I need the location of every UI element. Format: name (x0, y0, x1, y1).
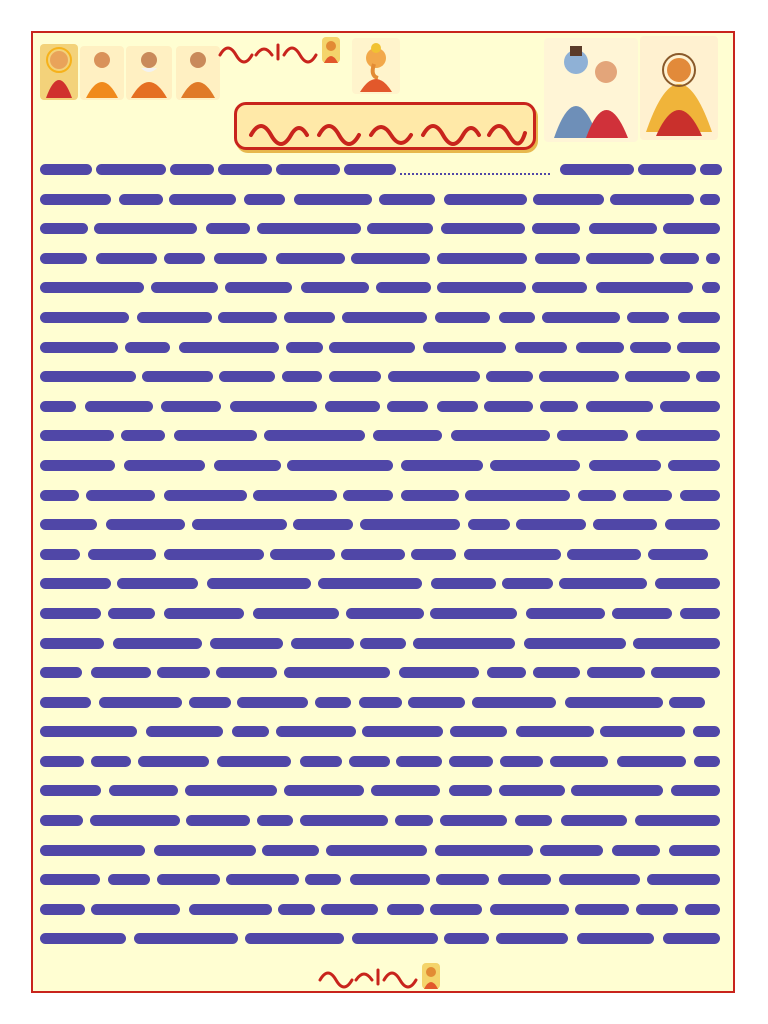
text-word (325, 401, 380, 412)
text-word (678, 312, 720, 323)
text-word (326, 845, 427, 856)
text-line (40, 866, 724, 896)
text-word (214, 460, 281, 471)
text-word (559, 874, 640, 885)
text-word (192, 519, 287, 530)
text-word (94, 223, 197, 234)
text-word (437, 253, 527, 264)
text-word (696, 371, 720, 382)
text-word (539, 371, 619, 382)
saint-portrait-2-image (126, 46, 172, 100)
text-line (40, 777, 724, 807)
text-word (533, 667, 580, 678)
text-word (40, 815, 83, 826)
text-word (441, 223, 525, 234)
text-line (40, 304, 724, 334)
text-word (612, 608, 672, 619)
text-word (430, 904, 482, 915)
text-word (496, 933, 568, 944)
text-word (515, 815, 552, 826)
text-word (157, 667, 210, 678)
text-word (109, 785, 178, 796)
text-word (40, 282, 144, 293)
text-word (561, 815, 627, 826)
text-word (169, 194, 236, 205)
text-word (550, 756, 608, 767)
text-word (108, 874, 150, 885)
text-word (186, 815, 250, 826)
text-word (395, 815, 433, 826)
text-word (40, 578, 111, 589)
text-word (472, 697, 556, 708)
text-word (225, 282, 292, 293)
text-word (362, 726, 443, 737)
dotted-blank (400, 173, 550, 175)
text-word (257, 815, 293, 826)
text-word (294, 194, 372, 205)
text-word (444, 933, 489, 944)
text-word (578, 490, 616, 501)
text-word (349, 756, 390, 767)
text-word (413, 638, 515, 649)
text-word (216, 667, 277, 678)
text-word (232, 726, 269, 737)
text-word (138, 756, 209, 767)
text-word (343, 490, 393, 501)
text-word (276, 726, 356, 737)
ganesha-image (352, 38, 400, 94)
text-word (526, 608, 605, 619)
text-word (367, 223, 433, 234)
text-word (278, 904, 315, 915)
text-word (351, 253, 430, 264)
text-word (321, 904, 378, 915)
text-word (387, 904, 424, 915)
text-word (96, 253, 157, 264)
text-word (91, 667, 151, 678)
text-word (431, 578, 496, 589)
text-word (575, 904, 629, 915)
text-word (40, 904, 85, 915)
text-word (284, 312, 335, 323)
text-word (164, 253, 205, 264)
text-word (300, 815, 388, 826)
text-word (371, 785, 440, 796)
text-word (40, 430, 114, 441)
text-word (660, 401, 720, 412)
text-word (617, 756, 686, 767)
text-word (88, 549, 156, 560)
text-word (276, 164, 340, 175)
text-word (647, 874, 720, 885)
text-word (161, 401, 221, 412)
text-word (170, 164, 214, 175)
text-word (185, 785, 277, 796)
text-word (680, 490, 720, 501)
text-line (40, 689, 724, 719)
text-word (219, 371, 275, 382)
smarta-mitra-logo (216, 33, 344, 67)
text-word (423, 342, 506, 353)
text-word (293, 519, 353, 530)
title-banner (234, 102, 536, 150)
text-word (329, 342, 415, 353)
text-word (663, 933, 720, 944)
text-word (244, 194, 285, 205)
text-word (164, 608, 244, 619)
text-word (516, 519, 586, 530)
text-word (663, 223, 720, 234)
text-word (40, 697, 91, 708)
text-word (282, 371, 322, 382)
text-word (214, 253, 267, 264)
smarta-mitra-logo-footer (316, 960, 444, 992)
text-word (401, 490, 459, 501)
text-line (40, 511, 724, 541)
text-line (40, 925, 724, 955)
text-line (40, 748, 724, 778)
text-word (217, 756, 291, 767)
text-word (134, 933, 238, 944)
text-word (593, 519, 657, 530)
text-word (516, 726, 594, 737)
text-word (600, 726, 685, 737)
text-line (40, 837, 724, 867)
text-line (40, 600, 724, 630)
text-word (638, 164, 696, 175)
text-word (486, 371, 533, 382)
text-word (436, 874, 489, 885)
text-word (586, 253, 654, 264)
text-word (399, 667, 479, 678)
text-word (226, 874, 299, 885)
text-word (137, 312, 212, 323)
text-line (40, 363, 724, 393)
text-word (669, 697, 705, 708)
text-word (40, 874, 100, 885)
text-word (146, 726, 223, 737)
text-word (515, 342, 567, 353)
text-word (164, 490, 247, 501)
text-word (660, 253, 699, 264)
text-word (264, 430, 365, 441)
text-word (40, 845, 145, 856)
text-word (341, 549, 405, 560)
text-word (668, 460, 720, 471)
text-word (500, 756, 543, 767)
text-word (532, 223, 580, 234)
text-word (401, 460, 483, 471)
text-word (40, 667, 82, 678)
text-word (117, 578, 198, 589)
text-line (40, 541, 724, 571)
text-word (700, 194, 720, 205)
text-word (435, 845, 533, 856)
text-word (245, 933, 344, 944)
text-word (40, 460, 115, 471)
text-word (490, 904, 569, 915)
text-word (352, 933, 438, 944)
text-word (540, 845, 603, 856)
text-line (40, 452, 724, 482)
text-word (567, 549, 641, 560)
text-word (40, 726, 137, 737)
text-word (576, 342, 624, 353)
lakshmi-narasimha-image (640, 36, 718, 140)
text-word (484, 401, 533, 412)
text-word (40, 194, 111, 205)
text-word (379, 194, 435, 205)
text-line (40, 807, 724, 837)
text-word (174, 430, 257, 441)
text-word (435, 312, 490, 323)
text-word (589, 460, 661, 471)
text-word (587, 667, 645, 678)
text-word (286, 342, 323, 353)
text-word (665, 519, 720, 530)
text-word (230, 401, 317, 412)
text-word (685, 904, 720, 915)
text-word (623, 490, 672, 501)
text-word (262, 845, 319, 856)
text-word (612, 845, 660, 856)
text-word (151, 282, 218, 293)
text-word (253, 608, 339, 619)
text-line (40, 274, 724, 304)
text-word (287, 460, 393, 471)
text-word (535, 253, 580, 264)
text-word (121, 430, 165, 441)
text-word (437, 401, 478, 412)
text-word (669, 845, 720, 856)
text-word (633, 638, 720, 649)
text-word (411, 549, 456, 560)
text-word (596, 282, 693, 293)
text-word (342, 312, 427, 323)
text-word (635, 815, 720, 826)
text-word (40, 164, 92, 175)
text-word (532, 282, 587, 293)
text-word (218, 164, 272, 175)
text-word (40, 608, 101, 619)
text-word (449, 785, 492, 796)
text-word (625, 371, 690, 382)
text-word (451, 430, 550, 441)
text-word (636, 904, 678, 915)
text-word (557, 430, 628, 441)
text-word (276, 253, 345, 264)
text-word (318, 578, 422, 589)
text-word (85, 401, 153, 412)
text-line (40, 630, 724, 660)
text-word (142, 371, 213, 382)
text-word (40, 312, 129, 323)
text-word (465, 490, 570, 501)
text-word (189, 904, 272, 915)
adi-shankaracharya-image (80, 46, 124, 100)
shiva-parvati-image (544, 38, 638, 142)
text-word (40, 756, 84, 767)
text-word (360, 638, 406, 649)
text-word (207, 578, 311, 589)
text-line (40, 718, 724, 748)
text-word (113, 638, 202, 649)
text-word (450, 726, 507, 737)
text-word (346, 608, 424, 619)
text-word (108, 608, 155, 619)
text-word (300, 756, 342, 767)
text-word (218, 312, 277, 323)
sankalpam-text (40, 156, 724, 955)
text-word (498, 874, 551, 885)
text-word (490, 460, 580, 471)
text-word (119, 194, 163, 205)
text-word (577, 933, 654, 944)
text-word (437, 282, 526, 293)
text-word (257, 223, 361, 234)
text-word (329, 371, 381, 382)
text-word (499, 312, 535, 323)
text-word (40, 371, 136, 382)
text-word (124, 460, 205, 471)
text-word (40, 223, 88, 234)
text-word (586, 401, 653, 412)
text-word (91, 904, 180, 915)
text-word (700, 164, 722, 175)
text-line (40, 334, 724, 364)
text-word (189, 697, 231, 708)
text-word (671, 785, 720, 796)
text-word (651, 667, 720, 678)
text-word (468, 519, 510, 530)
text-word (360, 519, 460, 530)
text-word (40, 638, 104, 649)
text-word (693, 726, 720, 737)
text-word (499, 785, 565, 796)
text-line (40, 186, 724, 216)
text-word (444, 194, 527, 205)
text-word (350, 874, 430, 885)
text-word (533, 194, 604, 205)
text-line (40, 422, 724, 452)
text-word (706, 253, 720, 264)
text-word (206, 223, 250, 234)
text-word (237, 697, 308, 708)
text-word (702, 282, 720, 293)
text-line (40, 245, 724, 275)
text-word (680, 608, 720, 619)
text-word (373, 430, 442, 441)
text-word (154, 845, 256, 856)
text-word (270, 549, 335, 560)
text-word (106, 519, 185, 530)
text-word (179, 342, 279, 353)
text-word (565, 697, 663, 708)
saint-portrait-3-image (176, 46, 220, 100)
text-word (96, 164, 166, 175)
text-word (502, 578, 553, 589)
text-word (648, 549, 708, 560)
text-word (524, 638, 626, 649)
text-line (40, 156, 724, 186)
text-word (589, 223, 657, 234)
text-word (449, 756, 493, 767)
text-line (40, 393, 724, 423)
text-word (40, 519, 97, 530)
text-word (376, 282, 431, 293)
text-word (99, 697, 182, 708)
text-word (440, 815, 507, 826)
text-word (387, 401, 428, 412)
text-word (253, 490, 337, 501)
text-word (630, 342, 671, 353)
text-word (560, 164, 634, 175)
text-word (408, 697, 465, 708)
text-word (344, 164, 396, 175)
text-word (571, 785, 663, 796)
text-word (464, 549, 561, 560)
text-line (40, 896, 724, 926)
text-word (388, 371, 480, 382)
text-word (542, 312, 620, 323)
text-word (210, 638, 283, 649)
text-line (40, 482, 724, 512)
text-word (430, 608, 517, 619)
text-word (655, 578, 720, 589)
text-word (40, 785, 101, 796)
text-word (90, 815, 180, 826)
title-text (237, 105, 533, 147)
text-word (487, 667, 526, 678)
text-word (125, 342, 170, 353)
text-word (40, 401, 76, 412)
text-word (359, 697, 402, 708)
text-word (284, 785, 364, 796)
text-word (559, 578, 647, 589)
text-word (305, 874, 341, 885)
text-word (540, 401, 578, 412)
text-word (40, 253, 87, 264)
text-line (40, 215, 724, 245)
text-word (396, 756, 442, 767)
text-word (315, 697, 351, 708)
text-word (40, 490, 79, 501)
text-word (284, 667, 390, 678)
text-word (627, 312, 669, 323)
goddess-lakshmi-image (40, 44, 78, 100)
text-word (694, 756, 720, 767)
text-word (40, 933, 126, 944)
text-word (40, 549, 80, 560)
text-word (636, 430, 720, 441)
text-word (86, 490, 155, 501)
text-line (40, 659, 724, 689)
text-word (677, 342, 720, 353)
text-word (40, 342, 118, 353)
text-word (291, 638, 354, 649)
text-word (301, 282, 369, 293)
text-word (164, 549, 264, 560)
text-line (40, 570, 724, 600)
text-word (157, 874, 220, 885)
text-word (610, 194, 694, 205)
text-word (91, 756, 131, 767)
